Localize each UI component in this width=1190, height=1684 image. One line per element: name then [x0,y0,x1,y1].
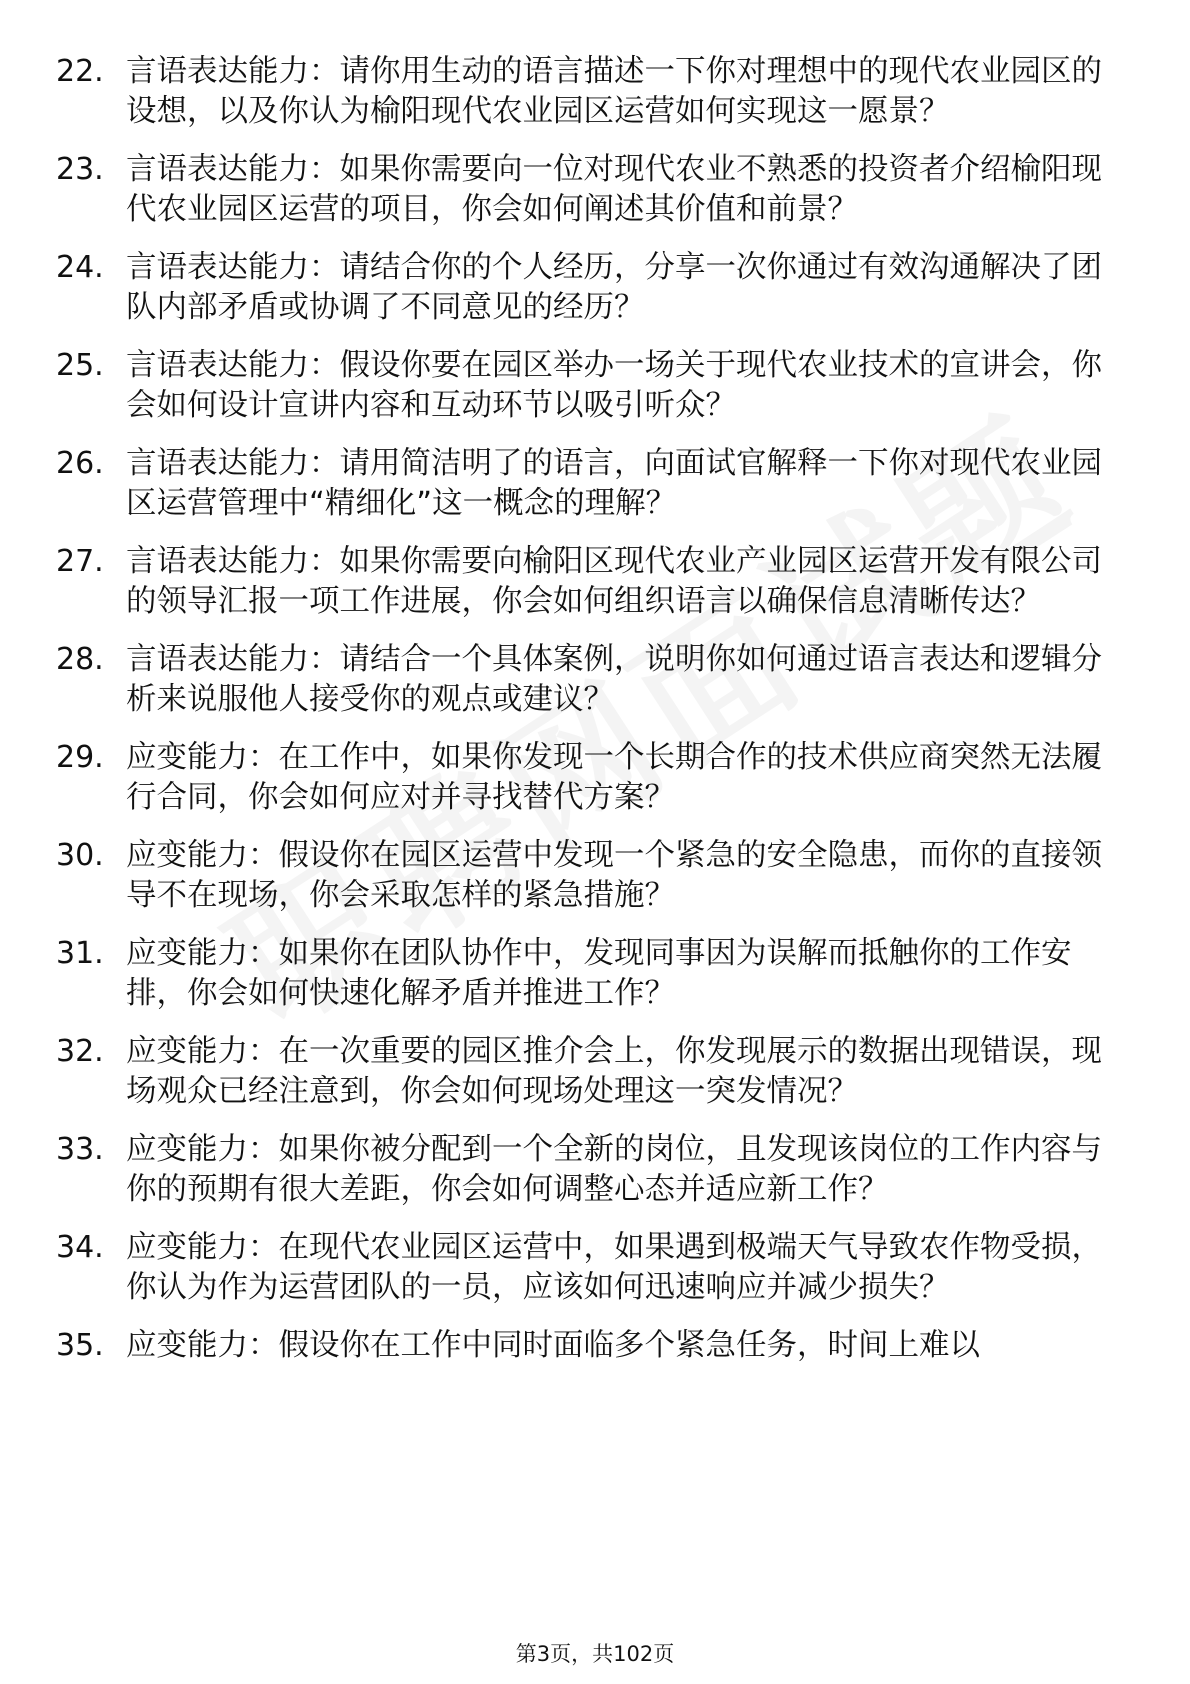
question-number: 22. [56,54,104,89]
question-text: 应变能力：如果你在团队协作中，发现同事因为误解而抵触你的工作安排，你会如何快速化解矛盾并推进工作？ [126,936,1072,1011]
question-item [0,1326,1190,1366]
question-item [0,150,1190,230]
question-number: 35. [56,1328,104,1363]
question-text: 应变能力：在现代农业园区运营中，如果遇到极端天气导致农作物受损，你认为作为运营团队的一员，应该如何迅速响应并减少损失？ [126,1230,1102,1305]
question-item [0,836,1190,916]
question-text: 言语表达能力：请你用生动的语言描述一下你对理想中的现代农业园区的设想，以及你认为榆阳现代农业园区运营如何实现这一愿景？ [126,54,1102,129]
question-text: 应变能力：在工作中，如果你发现一个长期合作的技术供应商突然无法履行合同，你会如何应对并寻找替代方案？ [126,740,1102,815]
page-footer: 第3页，共102页 [515,1642,675,1666]
question-text: 言语表达能力：如果你需要向榆阳区现代农业产业园区运营开发有限公司的领导汇报一项工作进展，你会如何组织语言以确保信息清晰传达？ [126,544,1102,619]
question-number: 27. [56,544,104,579]
question-item [0,1228,1190,1308]
question-number: 34. [56,1230,104,1265]
question-item [0,934,1190,1014]
question-number: 29. [56,740,104,775]
question-number: 32. [56,1034,104,1069]
question-item [0,542,1190,622]
question-item [0,52,1190,132]
question-number: 31. [56,936,104,971]
question-text: 言语表达能力：请结合一个具体案例，说明你如何通过语言表达和逻辑分析来说服他人接受你的观点或建议？ [126,642,1102,717]
question-item [0,1032,1190,1112]
question-item [0,444,1190,524]
question-item [0,248,1190,328]
question-text: 应变能力：假设你在园区运营中发现一个紧急的安全隐患，而你的直接领导不在现场，你会采取怎样的紧急措施？ [126,838,1102,913]
question-item [0,346,1190,426]
question-number: 33. [56,1132,104,1167]
question-text: 应变能力：在一次重要的园区推介会上，你发现展示的数据出现错误，现场观众已经注意到，你会如何现场处理这一突发情况？ [126,1034,1102,1109]
question-number: 24. [56,250,104,285]
question-number: 26. [56,446,104,481]
question-number: 23. [56,152,104,187]
question-number: 25. [56,348,104,383]
question-text: 应变能力：如果你被分配到一个全新的岗位，且发现该岗位的工作内容与你的预期有很大差距，你会如何调整心态并适应新工作？ [126,1132,1102,1207]
question-text: 言语表达能力：请结合你的个人经历，分享一次你通过有效沟通解决了团队内部矛盾或协调了不同意见的经历？ [126,250,1102,325]
question-number: 28. [56,642,104,677]
question-list [0,52,1190,1384]
question-item [0,738,1190,818]
question-text: 言语表达能力：请用简洁明了的语言，向面试官解释一下你对现代农业园区运营管理中“精细化”这一概念的理解？ [126,446,1102,521]
question-item [0,640,1190,720]
question-text: 应变能力：假设你在工作中同时面临多个紧急任务，时间上难以 [126,1328,980,1363]
question-item [0,1130,1190,1210]
question-text: 言语表达能力：假设你要在园区举办一场关于现代农业技术的宣讲会，你会如何设计宣讲内容和互动环节以吸引听众？ [126,348,1102,423]
question-text: 言语表达能力：如果你需要向一位对现代农业不熟悉的投资者介绍榆阳现代农业园区运营的项目，你会如何阐述其价值和前景？ [126,152,1102,227]
question-number: 30. [56,838,104,873]
